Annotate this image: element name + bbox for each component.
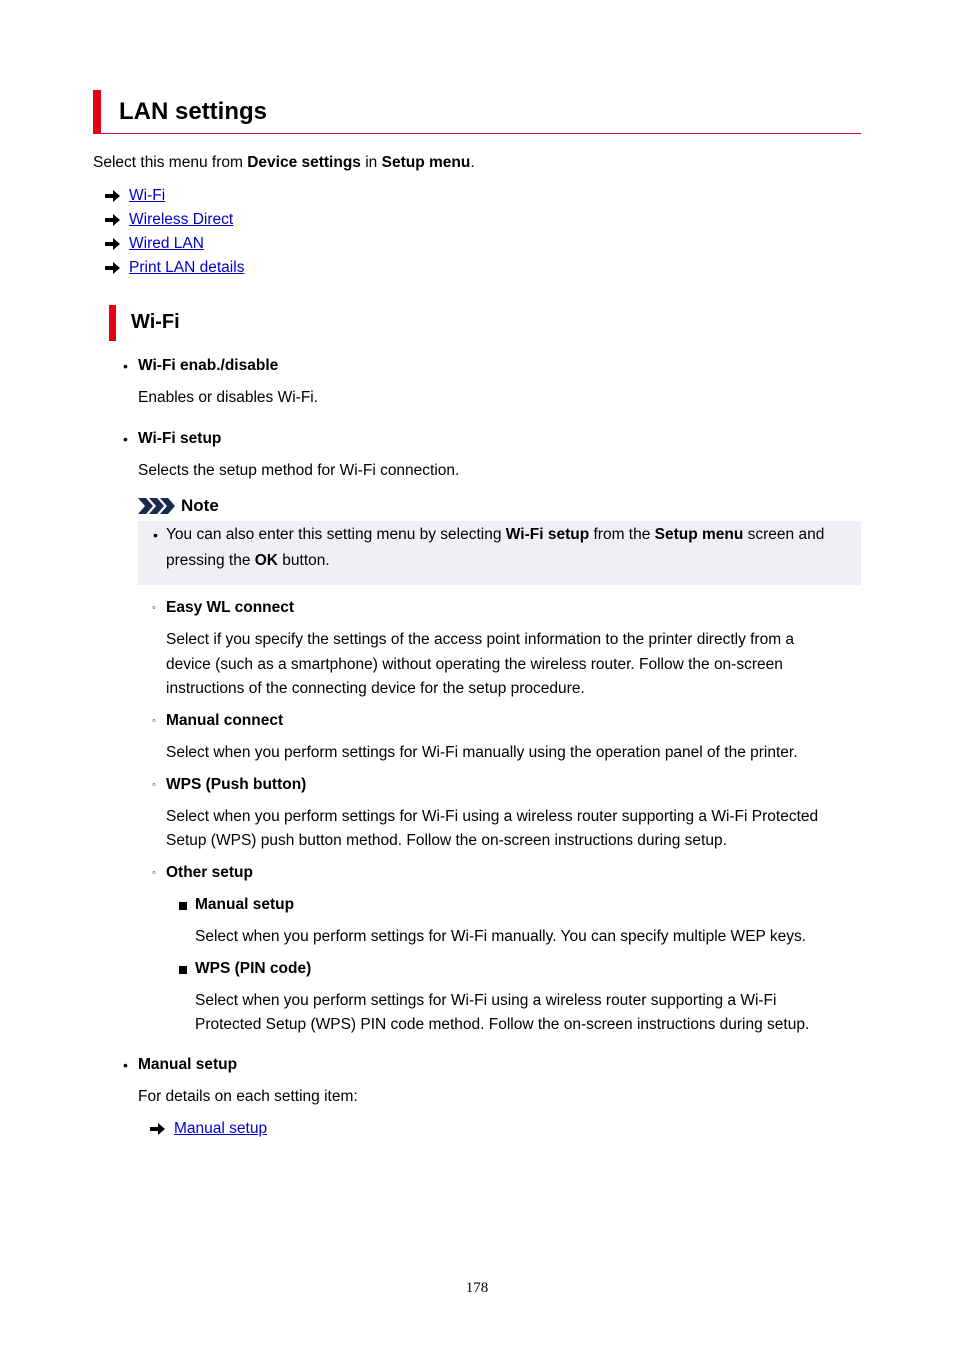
method-desc-line: Select when you perform settings for Wi-Fi using a wireless router supporting a Wi-Fi Protected: [166, 808, 819, 825]
method-desc-line: Setup (WPS) push button method. Follow the on-screen instructions during setup.: [166, 832, 727, 849]
sub-method-title: Manual setup: [195, 896, 295, 913]
intro-menu-device-settings: Device settings: [247, 154, 361, 171]
sub-method-desc-line: Select when you perform settings for Wi-Fi manually. You can specify multiple WEP keys.: [195, 928, 807, 945]
square-bullet-icon: [179, 902, 187, 910]
method-desc-line: Select when you perform settings for Wi-Fi manually using the operation panel of the printer.: [166, 744, 798, 761]
square-bullet-icon: [179, 966, 187, 974]
intro-post: .: [470, 154, 475, 171]
bullet-icon: •: [153, 527, 158, 543]
section-title: Wi-Fi: [131, 311, 180, 333]
note-line-1: You can also enter this setting menu by selecting Wi-Fi setup from the Setup menu screen and: [166, 526, 825, 543]
bullet-icon: •: [123, 358, 128, 374]
link-wifi[interactable]: Wi-Fi: [129, 187, 166, 204]
link-wired-lan[interactable]: Wired LAN: [129, 235, 204, 252]
sub-method-title: WPS (PIN code): [195, 960, 312, 977]
note-label: Note: [181, 496, 219, 515]
note-chevrons-icon: [138, 498, 176, 514]
method-title: WPS (Push button): [166, 776, 307, 793]
circle-bullet-icon: ◦: [152, 602, 156, 614]
sub-method-desc-line: Select when you perform settings for Wi-Fi using a wireless router supporting a Wi-Fi: [195, 992, 777, 1009]
method-desc-line: device (such as a smartphone) without operating the wireless router. Follow the on-screen: [166, 656, 783, 673]
page-number: 178: [465, 1280, 489, 1296]
arrow-right-icon: [105, 214, 120, 226]
arrow-right-icon: [105, 238, 120, 250]
arrow-right-icon: [105, 190, 120, 202]
intro-pre: Select this menu from: [93, 154, 248, 171]
method-title: Manual connect: [166, 712, 284, 729]
sub-method-desc-line: Protected Setup (WPS) PIN code method. Follow the on-screen instructions during setup.: [195, 1016, 810, 1033]
method-title: Easy WL connect: [166, 599, 295, 616]
circle-bullet-icon: ◦: [152, 779, 156, 791]
arrow-right-icon: [105, 262, 120, 274]
heading-accent-bar: [93, 90, 101, 133]
page-title: LAN settings: [119, 98, 268, 125]
circle-bullet-icon: ◦: [152, 867, 156, 879]
method-desc-line: Select if you specify the settings of the access point information to the printer directly from a: [166, 631, 795, 648]
circle-bullet-icon: ◦: [152, 715, 156, 727]
item-title: Wi-Fi enab./disable: [138, 357, 279, 374]
note-line-2: pressing the OK button.: [166, 552, 330, 569]
section-accent-bar: [109, 305, 116, 341]
method-title: Other setup: [166, 864, 253, 881]
arrow-right-icon: [150, 1123, 165, 1135]
link-print-lan-details[interactable]: Print LAN details: [129, 259, 245, 276]
intro-mid: in: [360, 154, 382, 171]
item-desc: Enables or disables Wi-Fi.: [138, 389, 319, 406]
item-title: Wi-Fi setup: [138, 430, 222, 447]
intro-menu-setup-menu: Setup menu: [381, 154, 471, 171]
bullet-icon: •: [123, 1057, 128, 1073]
intro-text: [93, 153, 475, 173]
page-heading: [93, 90, 861, 134]
item-desc: For details on each setting item:: [138, 1088, 358, 1105]
link-wireless-direct[interactable]: Wireless Direct: [129, 211, 234, 228]
link-manual-setup[interactable]: Manual setup: [174, 1120, 268, 1137]
bullet-icon: •: [123, 431, 128, 447]
item-title: Manual setup: [138, 1056, 238, 1073]
method-desc-line: instructions of the connecting device for the setup procedure.: [166, 680, 585, 697]
item-desc: Selects the setup method for Wi-Fi connection.: [138, 462, 460, 479]
